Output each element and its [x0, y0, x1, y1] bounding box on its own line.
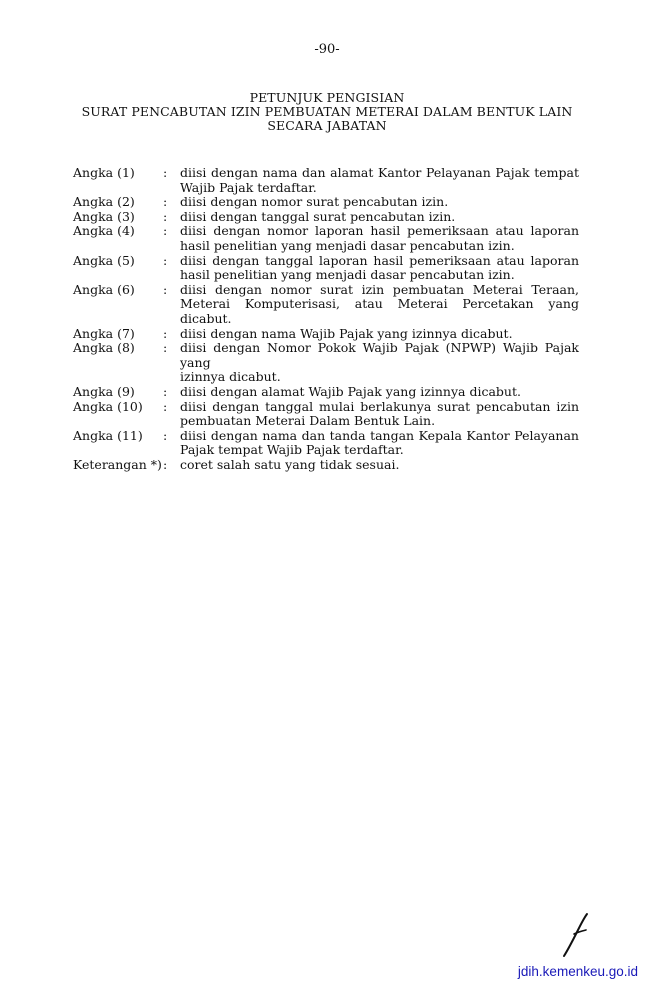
instruction-label: Angka (4)	[73, 223, 135, 239]
instruction-row	[73, 327, 579, 342]
description-line: diisi dengan nama dan alamat Kantor Pelayanan Pajak tempat	[180, 165, 579, 180]
title-line-3: SECARA JABATAN	[267, 118, 387, 133]
instruction-row	[73, 429, 579, 458]
instruction-label: Angka (8)	[73, 340, 135, 356]
description-line: izinnya dicabut.	[180, 369, 281, 385]
instruction-description	[180, 458, 579, 473]
instruction-row	[73, 195, 579, 210]
description-line: diisi dengan tanggal laporan hasil pemeriksaan atau laporan	[180, 252, 579, 268]
instruction-row	[73, 166, 579, 195]
instruction-description	[180, 210, 579, 225]
instruction-row	[73, 224, 579, 253]
instruction-row	[73, 254, 579, 283]
instruction-colon: :	[163, 398, 168, 414]
description-line: diisi dengan tanggal surat pencabutan izin.	[180, 208, 456, 224]
instruction-label: Angka (11)	[73, 427, 143, 443]
description-line: coret salah satu yang tidak sesuai.	[180, 456, 400, 472]
description-line: diisi dengan tanggal mulai berlakunya surat pencabutan izin	[180, 398, 579, 414]
instruction-label: Angka (2)	[73, 194, 135, 210]
instruction-list	[73, 166, 579, 472]
description-line: pembuatan Meterai Dalam Bentuk Lain.	[180, 413, 436, 429]
title-line-1: PETUNJUK PENGISIAN	[249, 90, 405, 105]
instruction-colon: :	[163, 223, 168, 239]
title-line-2: SURAT PENCABUTAN IZIN PEMBUATAN METERAI DALAM BENTUK LAIN	[81, 104, 573, 119]
instruction-row	[73, 210, 579, 225]
instruction-colon: :	[163, 281, 168, 297]
description-line: hasil penelitian yang menjadi dasar pencabutan izin.	[180, 267, 515, 283]
instruction-label: Angka (1)	[73, 165, 135, 180]
instruction-label: Angka (6)	[73, 281, 135, 297]
instruction-label: Angka (9)	[73, 383, 135, 399]
instruction-description	[180, 166, 579, 195]
instruction-row	[73, 385, 579, 400]
instruction-label: Keterangan *)	[73, 456, 162, 472]
instruction-row	[73, 283, 579, 327]
instruction-row	[73, 341, 579, 385]
description-line: Wajib Pajak terdaftar.	[180, 179, 317, 195]
description-line: diisi dengan nomor surat izin pembuatan Meterai Teraan,	[180, 281, 579, 297]
page-number: -90-	[314, 42, 340, 57]
instruction-label: Angka (7)	[73, 325, 135, 341]
instruction-label: Angka (10)	[73, 398, 143, 414]
instruction-row	[73, 400, 579, 429]
instruction-description	[180, 327, 579, 342]
document-title	[0, 91, 654, 133]
instruction-description	[180, 429, 579, 458]
description-line: diisi dengan nomor surat pencabutan izin.	[180, 194, 449, 210]
description-line: diisi dengan nama Wajib Pajak yang izinnya dicabut.	[180, 325, 513, 341]
instruction-label: Angka (3)	[73, 208, 135, 224]
instruction-colon: :	[163, 340, 168, 356]
instruction-description	[180, 400, 579, 429]
footer-website: jdih.kemenkeu.go.id	[517, 964, 638, 979]
description-line: diisi dengan alamat Wajib Pajak yang izinnya dicabut.	[180, 383, 521, 399]
instruction-description	[180, 224, 579, 253]
description-line: diisi dengan nomor laporan hasil pemeriksaan atau laporan	[180, 223, 579, 239]
description-line: hasil penelitian yang menjadi dasar pencabutan izin.	[180, 237, 515, 253]
description-line: diisi dengan nama dan tanda tangan Kepala Kantor Pelayanan	[180, 427, 579, 443]
signature-initial-icon	[560, 912, 590, 958]
instruction-colon: :	[163, 383, 168, 399]
instruction-colon: :	[163, 325, 168, 341]
description-line: diisi dengan Nomor Pokok Wajib Pajak (NPWP) Wajib Pajak yang	[180, 340, 579, 370]
instruction-description	[180, 341, 579, 385]
instruction-colon: :	[163, 427, 168, 443]
instruction-description	[180, 283, 579, 327]
instruction-colon: :	[163, 456, 168, 472]
description-line: Meterai Komputerisasi, atau Meterai Percetakan yang dicabut.	[180, 296, 579, 326]
instruction-description	[180, 195, 579, 210]
instruction-description	[180, 385, 579, 400]
instruction-description	[180, 254, 579, 283]
instruction-row	[73, 458, 579, 473]
instruction-colon: :	[163, 194, 168, 210]
description-line: Pajak tempat Wajib Pajak terdaftar.	[180, 442, 404, 458]
instruction-colon: :	[163, 208, 168, 224]
instruction-colon: :	[163, 252, 168, 268]
instruction-label: Angka (5)	[73, 252, 135, 268]
instruction-colon: :	[163, 165, 168, 180]
